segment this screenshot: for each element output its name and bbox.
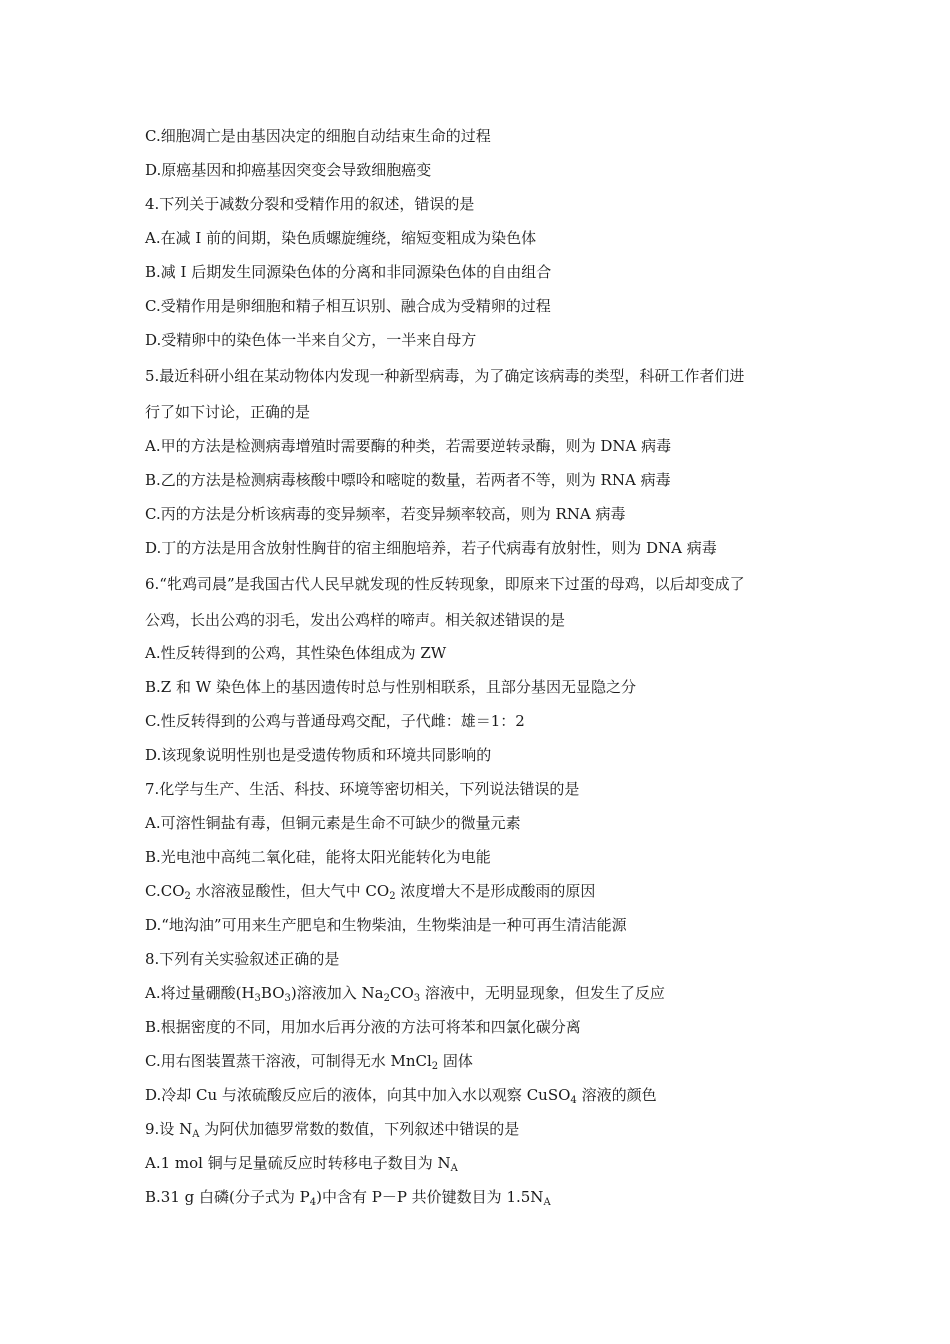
option-line: C.丙的方法是分析该病毒的变异频率，若变异频率较高，则为 RNA 病毒: [145, 505, 626, 523]
option-line: D.该现象说明性别也是受遗传物质和环境共同影响的: [145, 746, 492, 764]
text-run: CO: [389, 984, 414, 1002]
question-6-stem: 6.“牝鸡司晨”是我国古代人民早就发现的性反转现象，即原来下过蛋的母鸡，以后却变成了: [145, 575, 745, 593]
option-line: A.性反转得到的公鸡，其性染色体组成为 ZW: [145, 644, 447, 662]
text-run: C.用右图装置蒸干溶液，可制得无水 MnCl: [145, 1052, 432, 1070]
subscript: 3: [413, 993, 421, 1004]
option-line: [145, 1085, 820, 1105]
subscript: 2: [389, 891, 396, 902]
subscript: A: [543, 1197, 551, 1208]
question-4-stem: 4.下列关于减数分裂和受精作用的叙述，错误的是: [145, 195, 475, 213]
question-8-stem: 8.下列有关实验叙述正确的是: [145, 950, 340, 968]
text-run: 9.设 N: [145, 1120, 193, 1138]
option-line: A.甲的方法是检测病毒增殖时需要酶的种类，若需要逆转录酶，则为 DNA 病毒: [145, 437, 672, 455]
text-run: 溶液中，无明显现象，但发生了反应: [420, 984, 665, 1002]
text-run: )溶液加入 Na: [290, 984, 384, 1002]
option-line: D.受精卵中的染色体一半来自父方，一半来自母方: [145, 331, 477, 349]
question-6-stem-cont: 公鸡，长出公鸡的羽毛，发出公鸡样的啼声。相关叙述错误的是: [145, 611, 566, 629]
question-9-stem: [145, 1119, 820, 1139]
subscript: 4: [309, 1197, 317, 1208]
text-run: 为阿伏加德罗常数的数值，下列叙述中错误的是: [199, 1120, 520, 1138]
option-line: D.“地沟油”可用来生产肥皂和生物柴油，生物柴油是一种可再生清洁能源: [145, 916, 627, 934]
option-line: [145, 1153, 820, 1173]
question-5-stem: 5.最近科研小组在某动物体内发现一种新型病毒，为了确定该病毒的类型，科研工作者们进: [145, 367, 745, 385]
option-line: A.可溶性铜盐有毒，但铜元素是生命不可缺少的微量元素: [145, 814, 521, 832]
subscript: 2: [383, 993, 390, 1004]
subscript: A: [192, 1129, 200, 1140]
option-line: B.根据密度的不同，用加水后再分液的方法可将苯和四氯化碳分离: [145, 1018, 581, 1036]
option-line: D.丁的方法是用含放射性胸苷的宿主细胞培养，若子代病毒有放射性，则为 DNA 病毒: [145, 539, 717, 557]
option-line: [145, 983, 820, 1003]
text-run: )中含有 P－P 共价键数目为 1.5N: [316, 1188, 544, 1206]
option-line: [145, 1051, 820, 1071]
text-run: B.31 g 白磷(分子式为 P: [145, 1188, 310, 1206]
text-line: C.细胞凋亡是由基因决定的细胞自动结束生命的过程: [145, 127, 491, 145]
option-line: B.光电池中高纯二氧化硅，能将太阳光能转化为电能: [145, 848, 491, 866]
option-line: A.在减 I 前的间期，染色质螺旋缠绕，缩短变粗成为染色体: [145, 229, 537, 247]
option-line: C.受精作用是卵细胞和精子相互识别、融合成为受精卵的过程: [145, 297, 551, 315]
question-7-stem: 7.化学与生产、生活、科技、环境等密切相关，下列说法错误的是: [145, 780, 580, 798]
subscript: A: [450, 1163, 458, 1174]
text-run: D.冷却 Cu 与浓硫酸反应后的液体，向其中加入水以观察 CuSO: [145, 1086, 571, 1104]
text-line: D.原癌基因和抑癌基因突变会导致细胞癌变: [145, 161, 432, 179]
text-run: C.CO: [145, 882, 185, 900]
text-run: 固体: [438, 1052, 473, 1070]
option-line: [145, 881, 820, 901]
option-line: B.乙的方法是检测病毒核酸中嘌呤和嘧啶的数量，若两者不等，则为 RNA 病毒: [145, 471, 671, 489]
text-run: A.1 mol 铜与足量硫反应时转移电子数目为 N: [145, 1154, 451, 1172]
subscript: 3: [254, 993, 261, 1004]
question-5-stem-cont: 行了如下讨论，正确的是: [145, 403, 311, 421]
text-run: 溶液的颜色: [576, 1086, 657, 1104]
text-run: A.将过量硼酸(H: [145, 984, 255, 1002]
text-run: BO: [260, 984, 285, 1002]
option-line: [145, 1187, 820, 1207]
subscript: 2: [184, 891, 191, 902]
text-run: 水溶液显酸性，但大气中 CO: [190, 882, 390, 900]
option-line: C.性反转得到的公鸡与普通母鸡交配，子代雌：雄＝1：2: [145, 712, 525, 730]
text-run: 浓度增大不是形成酸雨的原因: [395, 882, 596, 900]
subscript: 4: [570, 1095, 577, 1106]
subscript: 3: [284, 993, 291, 1004]
option-line: B.Z 和 W 染色体上的基因遗传时总与性别相联系，且部分基因无显隐之分: [145, 678, 636, 696]
option-line: B.减 I 后期发生同源染色体的分离和非同源染色体的自由组合: [145, 263, 552, 281]
subscript: 2: [431, 1061, 439, 1072]
